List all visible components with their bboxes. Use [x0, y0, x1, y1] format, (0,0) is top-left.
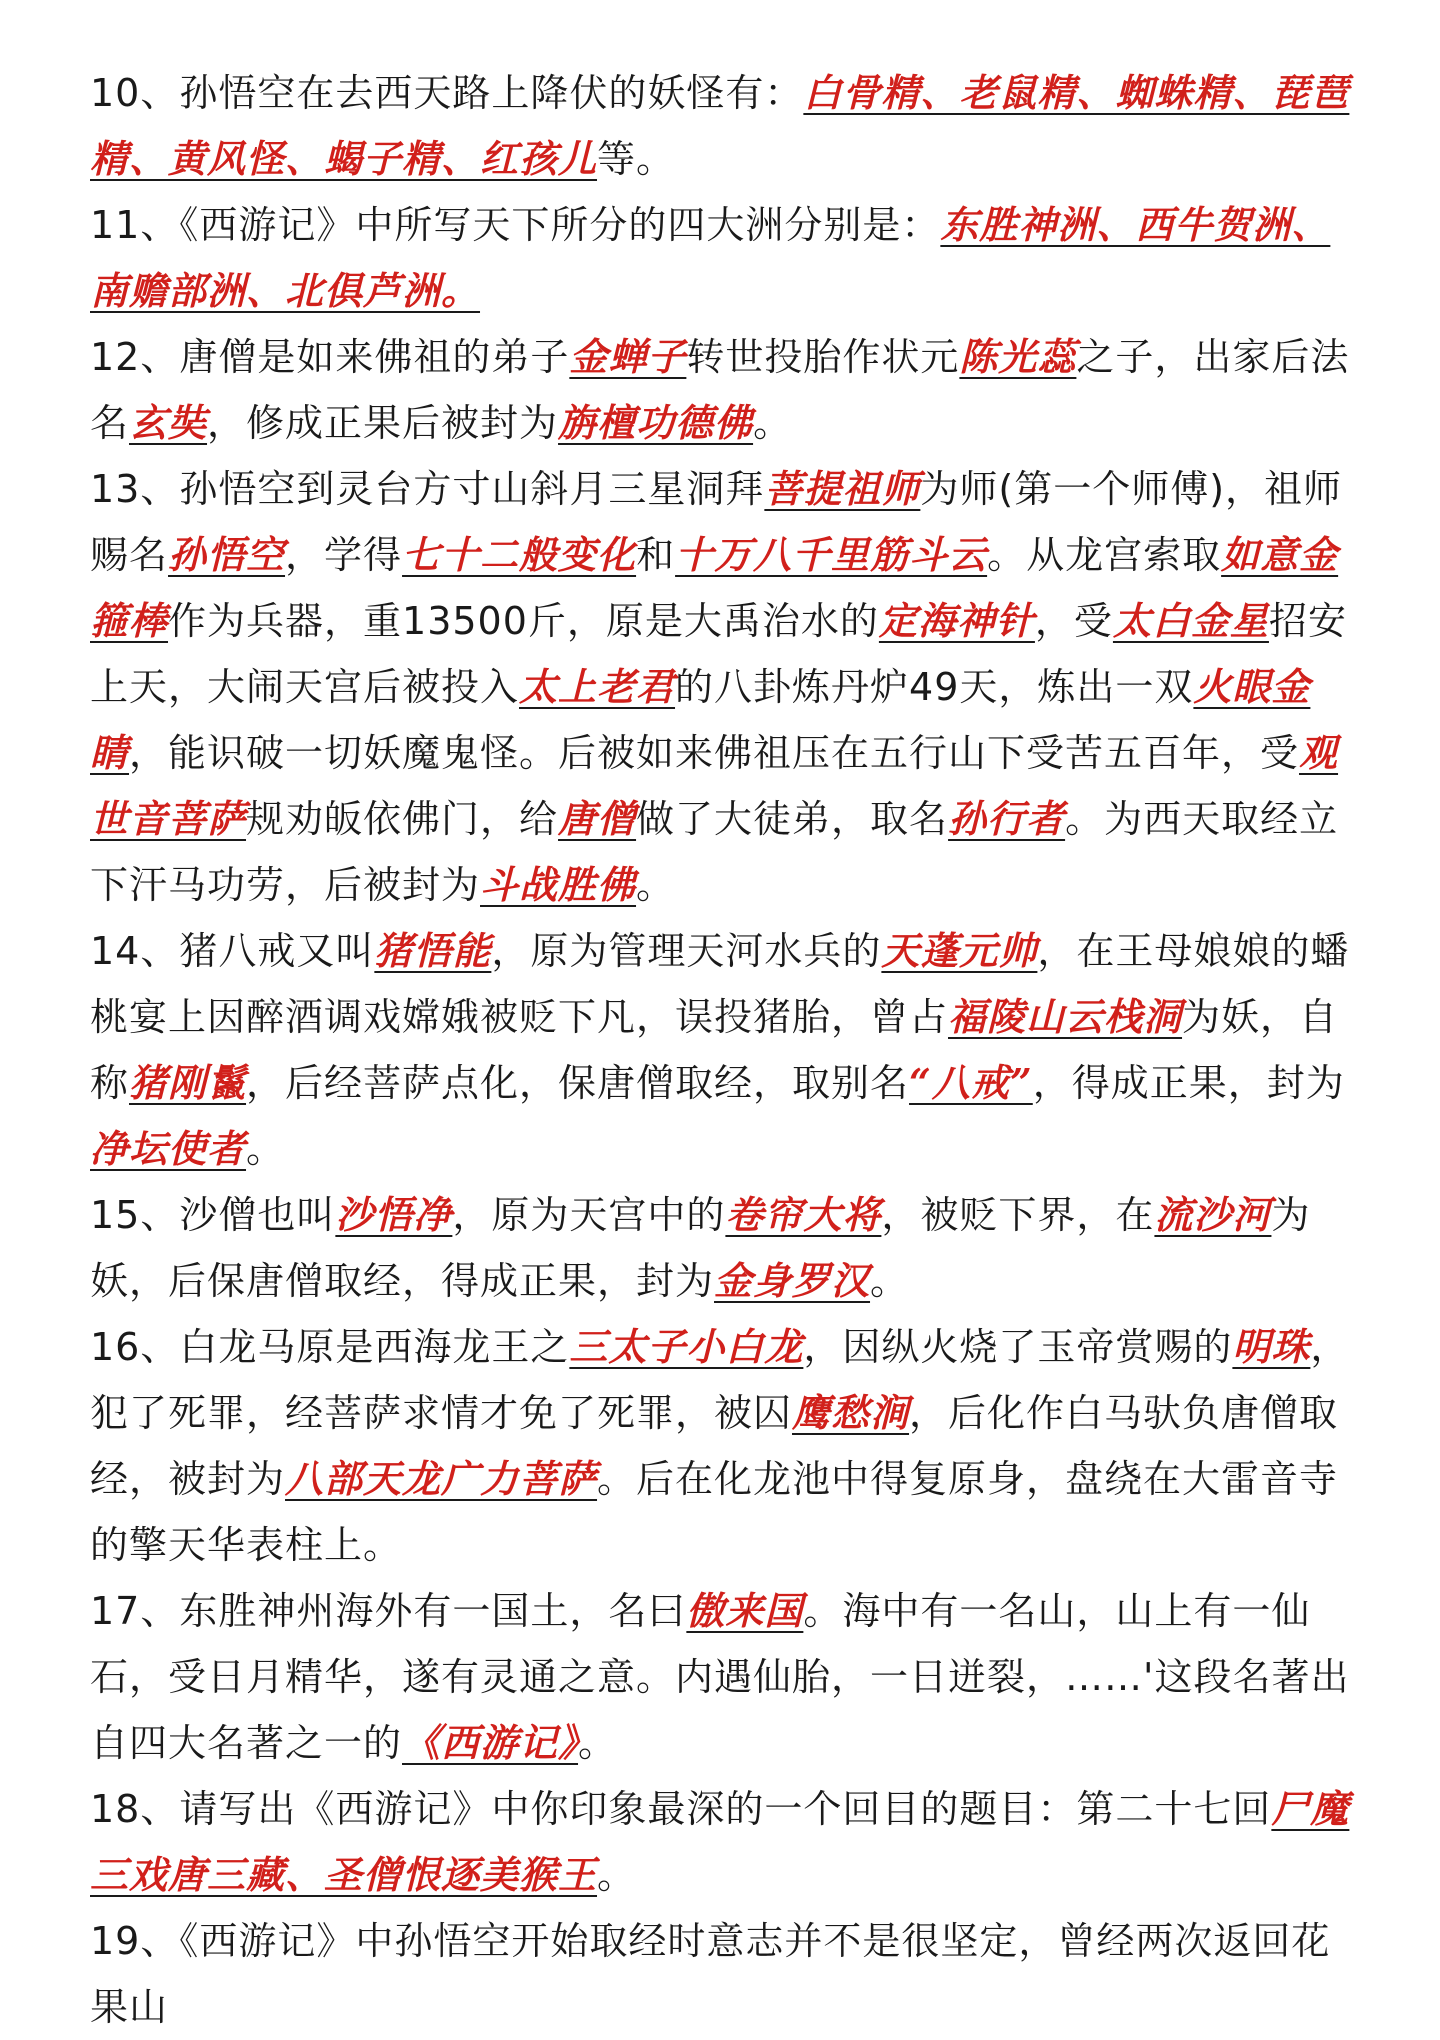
question-item-18: [90, 1776, 1360, 1908]
answer-text: 猪悟能: [374, 928, 492, 973]
question-text: 11、《西游记》中所写天下所分的四大洲分别是：: [90, 203, 941, 247]
question-text: ，得成正果，封为: [1032, 1061, 1345, 1105]
question-text: 18、请写出《西游记》中你印象最深的一个回目的题目：第二十七回: [90, 1787, 1272, 1831]
answer-text: 陈光蕊: [959, 334, 1077, 379]
question-text: 为师(第一个师傅)，祖师赐名: [90, 467, 1343, 577]
question-text: 17、东胜神州海外有一国土，名曰: [90, 1589, 687, 1633]
question-text: 等。: [597, 137, 676, 181]
answer-text: 观世音菩萨: [90, 730, 1339, 841]
answer-text: 斗战胜佛: [480, 862, 637, 907]
question-text: 规劝皈依佛门，给: [246, 797, 559, 841]
question-text: ，学得: [285, 533, 403, 577]
answer-text: 十万八千里筋斗云: [675, 532, 988, 577]
question-text: 为妖，后保唐僧取经，得成正果，封为: [90, 1193, 1311, 1303]
question-text: 作为兵器，重13500斤，原是大禹治水的: [168, 599, 879, 643]
question-text: 之子，出家后法名: [90, 335, 1350, 445]
answer-text: 猪刚鬣: [129, 1060, 247, 1105]
question-text: 14、猪八戒又叫: [90, 929, 375, 973]
question-text: 为妖，自称: [90, 995, 1339, 1105]
question-text: 10、孙悟空在去西天路上降伏的妖怪有：: [90, 71, 804, 115]
question-item-17: [90, 1578, 1360, 1776]
question-text: ，被贬下界，在: [881, 1193, 1155, 1237]
answer-text: 玄奘: [129, 400, 208, 445]
answer-text: 八部天龙广力菩萨: [285, 1456, 598, 1501]
question-text: 招安上天，大闹天宫后被投入: [90, 599, 1347, 709]
answer-text: “八戒”: [909, 1060, 1033, 1105]
question-text: 转世投胎作状元: [686, 335, 960, 379]
answer-text: 卷帘大将: [725, 1192, 882, 1237]
question-text: 。海中有一名山，山上有一仙石，受日月精华，遂有灵通之意。内遇仙胎，一日迸裂，……'这段名著出自四大名著之一的: [90, 1589, 1350, 1765]
question-text: ，因纵火烧了玉帝赏赐的: [803, 1325, 1233, 1369]
answer-text: 如意金箍棒: [90, 532, 1339, 643]
question-text: 的八卦炼丹炉49天，炼出一双: [675, 665, 1194, 709]
question-text: 。: [870, 1259, 910, 1303]
answer-text: 东胜神洲、西牛贺洲、南赡部洲、北俱芦洲。: [90, 202, 1331, 313]
question-text: 。: [597, 1853, 637, 1897]
answer-text: 净坛使者: [90, 1126, 247, 1171]
answer-text: 《西游记》: [402, 1720, 579, 1765]
question-text: ，原为天宫中的: [452, 1193, 726, 1237]
answer-text: 福陵山云栈洞: [948, 994, 1183, 1039]
question-text: ，能识破一切妖魔鬼怪。后被如来佛祖压在五行山下受苦五百年，受: [129, 731, 1300, 775]
question-item-16: [90, 1314, 1360, 1578]
question-text: ，在王母娘娘的蟠桃宴上因醉酒调戏嫦娥被贬下凡，误投猪胎，曾占: [90, 929, 1350, 1039]
question-text: ，修成正果后被封为: [207, 401, 559, 445]
answer-text: 白骨精、老鼠精、蜘蛛精、琵琶精、黄风怪、蝎子精、红孩儿: [90, 70, 1350, 181]
question-text: 15、沙僧也叫: [90, 1193, 336, 1237]
question-text: 做了大徒弟，取名: [636, 797, 949, 841]
question-text: 。为西天取经立下汗马功劳，后被封为: [90, 797, 1339, 907]
question-text: 。从龙宫索取: [987, 533, 1222, 577]
question-item-10: [90, 60, 1360, 192]
answer-text: 流沙河: [1154, 1192, 1272, 1237]
question-text: 16、白龙马原是西海龙王之: [90, 1325, 570, 1369]
question-text: ，后化作白马驮负唐僧取经，被封为: [90, 1391, 1339, 1501]
question-text: 。: [578, 1721, 618, 1765]
question-text: 12、唐僧是如来佛祖的弟子: [90, 335, 570, 379]
question-text: 。: [246, 1127, 286, 1171]
answer-text: 火眼金睛: [90, 664, 1311, 775]
answer-text: 太上老君: [519, 664, 676, 709]
answer-text: 傲来国: [686, 1588, 804, 1633]
answer-text: 定海神针: [878, 598, 1035, 643]
answer-text: 沙悟净: [335, 1192, 453, 1237]
answer-text: 太白金星: [1112, 598, 1269, 643]
question-item-19: [90, 1908, 1360, 2040]
question-item-14: [90, 918, 1360, 1182]
question-text: ，犯了死罪，经菩萨求情才免了死罪，被囚: [90, 1325, 1350, 1435]
question-text: ，原为管理天河水兵的: [491, 929, 882, 973]
question-text: 和: [636, 533, 676, 577]
answer-text: 金身罗汉: [714, 1258, 871, 1303]
answer-text: 金蝉子: [569, 334, 687, 379]
answer-text: 三太子小白龙: [569, 1324, 804, 1369]
question-item-11: [90, 192, 1360, 324]
answer-text: 菩提祖师: [764, 466, 921, 511]
answer-text: 鹰愁涧: [792, 1390, 910, 1435]
answer-text: 天蓬元帅: [881, 928, 1038, 973]
answer-text: 旃檀功德佛: [558, 400, 754, 445]
answer-text: 七十二般变化: [402, 532, 637, 577]
answer-text: 孙悟空: [168, 532, 286, 577]
question-text: 。后在化龙池中得复原身，盘绕在大雷音寺的擎天华表柱上。: [90, 1457, 1339, 1567]
answer-text: 唐僧: [558, 796, 637, 841]
question-item-12: [90, 324, 1360, 456]
answer-text: 孙行者: [948, 796, 1066, 841]
question-text: ，受: [1034, 599, 1113, 643]
question-text: ，后经菩萨点化，保唐僧取经，取别名: [246, 1061, 910, 1105]
question-text: 。: [753, 401, 793, 445]
answer-text: 尸魔三戏唐三藏、圣僧恨逐美猴王: [90, 1786, 1350, 1897]
question-item-13: [90, 456, 1360, 918]
answer-text: 明珠: [1232, 1324, 1311, 1369]
question-item-15: [90, 1182, 1360, 1314]
question-text: 13、孙悟空到灵台方寸山斜月三星洞拜: [90, 467, 765, 511]
question-text: 。: [636, 863, 676, 907]
question-text: 19、《西游记》中孙悟空开始取经时意志并不是很坚定，曾经两次返回花果山: [90, 1919, 1331, 2029]
